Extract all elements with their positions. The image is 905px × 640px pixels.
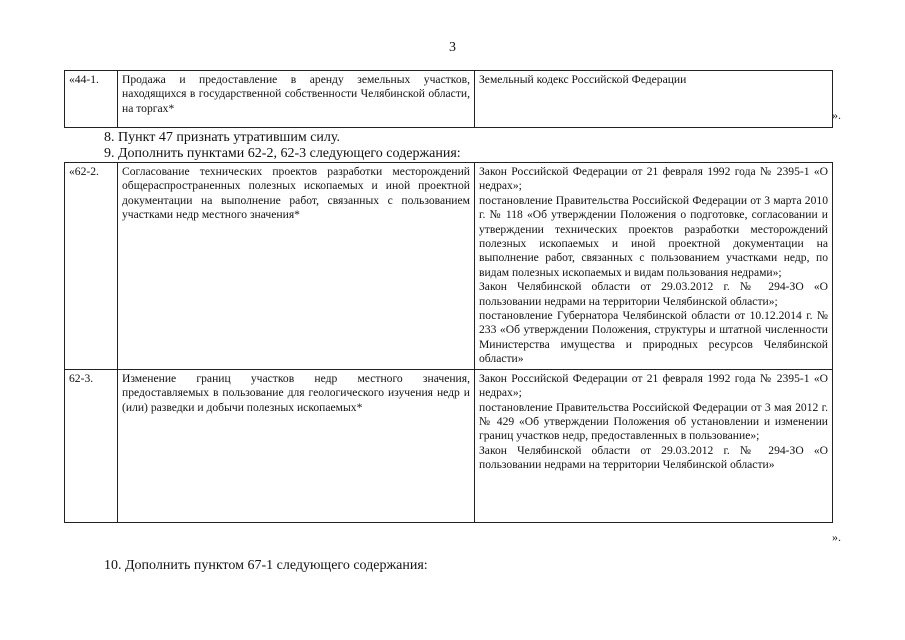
legal-basis-line: Земельный кодекс Российской Федерации: [479, 73, 687, 86]
item-name: Изменение границ участков недр местного значения, предоставляемых в пользование для геологического изучения недр и (или) разведки и добычи полезных ископаемых*: [118, 369, 475, 522]
table-row: [65, 71, 833, 128]
legal-basis-line: Закон Российской Федерации от 21 февраля 1992 года № 2395-1 «О недрах»;: [479, 165, 828, 193]
item-number: 62-3.: [65, 369, 118, 522]
paragraph-8: 8. Пункт 47 признать утратившим силу.: [104, 130, 340, 145]
item-name: Согласование технических проектов разработки месторождений общераспространенных полезных ископаемых и иной проектной документации на выполнение работ, связанных с пользованием участками недр местного значения*: [118, 163, 475, 370]
table-item-44-1: [64, 70, 833, 128]
closing-quote: ».: [832, 108, 841, 122]
legal-basis-line: постановление Правительства Российской Федерации от 3 мая 2012 г. № 429 «Об утверждении Положения об установлении и изменении границ участков недр, предоставленных в пользование»;: [479, 400, 828, 443]
legal-basis-line: Закон Челябинской области от 29.03.2012 г. № 294-ЗО «О пользовании недрами на территории Челябинской области»;: [479, 280, 828, 308]
table-row: [65, 369, 833, 522]
closing-quote: ».: [832, 530, 841, 544]
paragraph-10: 10. Дополнить пунктом 67-1 следующего содержания:: [104, 558, 428, 573]
table-row: [65, 163, 833, 370]
legal-basis-line: постановление Губернатора Челябинской области от 10.12.2014 г. № 233 «Об утверждении Положения, структуры и штатной численности Министерства имущества и природных ресурсов Челябинской области»: [479, 309, 828, 366]
table-items-62: [64, 162, 833, 523]
legal-basis-line: Закон Российской Федерации от 21 февраля 1992 года № 2395-1 «О недрах»;: [479, 371, 828, 400]
item-legal-basis: [475, 163, 833, 370]
legal-basis-line: постановление Правительства Российской Федерации от 3 марта 2010 г. № 118 «Об утверждении Положения о подготовке, согласовании и утверждении технических проектов разработки месторождений полезных ископаемых и иной проектной документации на выполнение работ, связанных с пользованием участками недр, по видам полезных ископаемых и видам пользования недрами»;: [479, 193, 828, 279]
item-number: «44-1.: [65, 71, 118, 128]
item-legal-basis: [475, 369, 833, 522]
item-number: «62-2.: [65, 163, 118, 370]
item-name: Продажа и предоставление в аренду земельных участков, находящихся в государственной собственности Челябинской области, на торгах*: [118, 71, 475, 128]
page-number: 3: [449, 40, 456, 55]
legal-basis-line: Закон Челябинской области от 29.03.2012 г. № 294-ЗО «О пользовании недрами на территории Челябинской области»: [479, 443, 828, 472]
paragraph-9: 9. Дополнить пунктами 62-2, 62-3 следующего содержания:: [104, 146, 461, 161]
item-legal-basis: [475, 71, 833, 128]
